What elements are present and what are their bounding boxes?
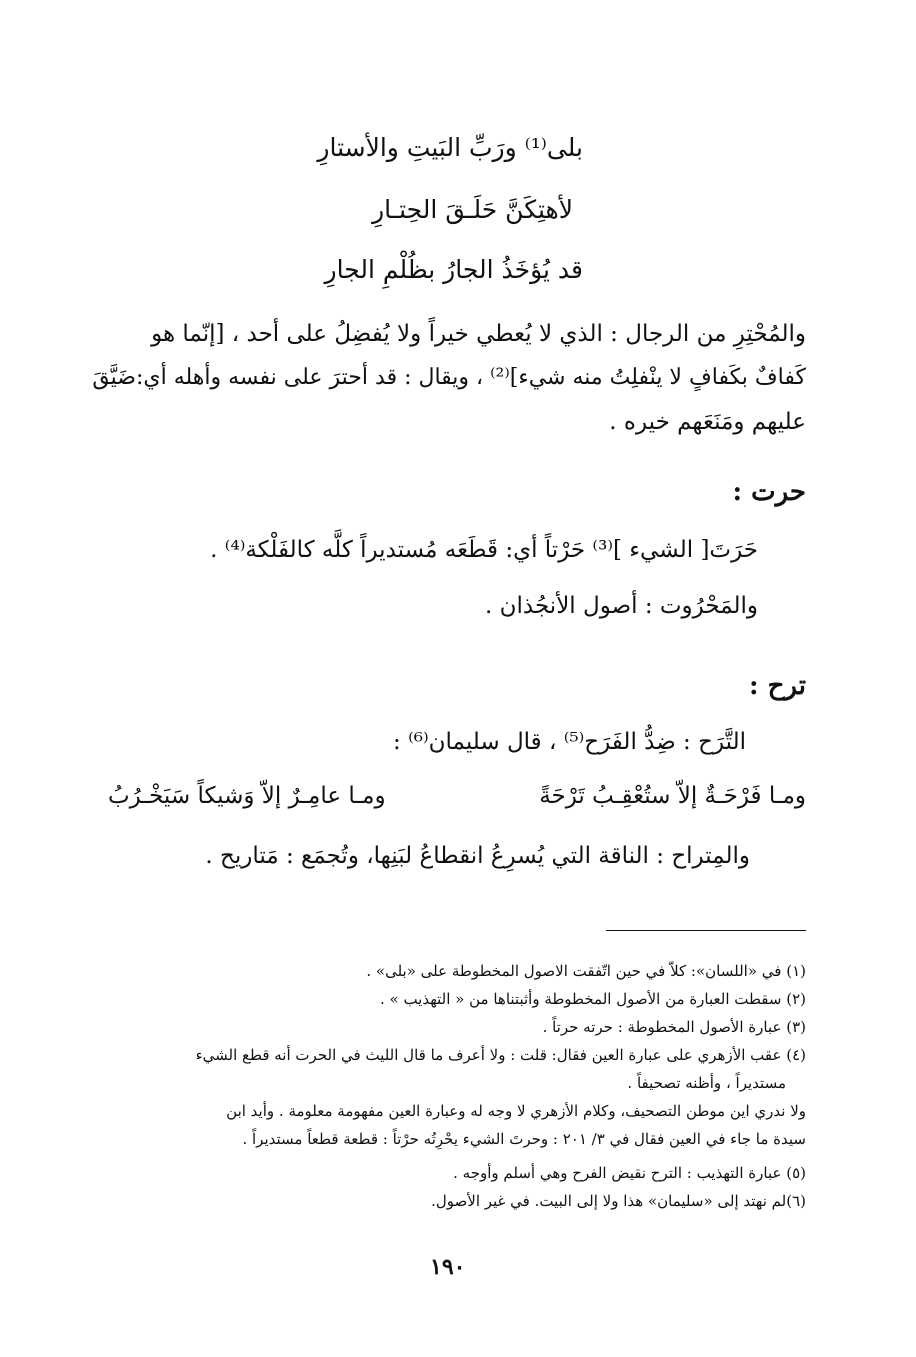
entry-heading-trh: ترح : xyxy=(748,671,806,701)
paragraph-line: والمُحْتِرِ من الرجال : الذي لا يُعطي خيراً ولا يُفضِلُ على أحد ، [إنّما هو xyxy=(151,321,806,347)
footnote: (٤) عقب الأزهري على عبارة العين فقال: قلت : ولا أعرف ما قال الليث في الحرت أنه قطع الشيء xyxy=(195,1046,806,1064)
paragraph-line: كَفافٌ بكَفافٍ لا ينْفلِتُ منه شيء]⁽²⁾ ، ويقال : قد أحترَ على نفسه وأهله أي:ضَيَّقَ xyxy=(92,365,806,390)
entry-line: التَّرَح : ضِدُّ الفَرَح⁽⁵⁾ ، قال سليمان⁽⁶⁾ : xyxy=(393,729,746,755)
entry-line: حَرَتَ[ الشيء ]⁽³⁾ حَرْتاً أي: قَطَعَه مُستديراً كلَّه كالفَلْكة⁽⁴⁾ . xyxy=(210,537,758,563)
verse-hemistich-right: ومـا فَرْحَـةٌ إلاّ ستُعْقِـبُ تَرْحَةً xyxy=(539,783,806,809)
paragraph-line: عليهم ومَنَعَهم خيره . xyxy=(609,409,806,435)
entry-heading-hrt: حرت : xyxy=(732,477,806,507)
footnote: (٦)لم نهتد إلى «سليمان» هذا ولا إلى البيت. في غير الأصول. xyxy=(431,1192,806,1210)
footnote-separator xyxy=(606,930,806,931)
page-number: ١٩٠ xyxy=(430,1254,466,1280)
footnote: (٣) عبارة الأصول المخطوطة : حرته حرتاً . xyxy=(542,1018,806,1036)
footnote-continuation: ولا ندري اين موطن التصحيف، وكلام الأزهري لا وجه له وعبارة العين مفهومة معلومة . وأيد ابن xyxy=(226,1102,806,1120)
entry-line: والمَحْرُوت : أصول الأنجُذان . xyxy=(484,593,758,619)
footnote-continuation: سيدة ما جاء في العين فقال في ٣/ ٢٠١ : وحرتَ الشيء يحْرِتُه حرْتاً : قطعة قطعاً مستديراً . xyxy=(242,1130,806,1148)
verse-line: قد يُؤخَذُ الجارُ بظُلْمِ الجارِ xyxy=(324,255,583,284)
verse-hemistich-left: ومـا عامِـرٌ إلاّ وَشيكاً سَيَخْـرُبُ xyxy=(108,783,386,809)
entry-line: والمِتراح : الناقة التي يُسرِعُ انقطاعُ لبَنِها، وتُجمَع : مَتاريح . xyxy=(205,843,750,869)
footnote: (١) في «اللسان»: كلاّ في حين اتّفقت الاصول المخطوطة على «بلى» . xyxy=(366,962,806,980)
verse-line: لأهتِكَنَّ حَلَـقَ الحِتـارِ xyxy=(372,195,573,224)
footnote: (٢) سقطت العبارة من الأصول المخطوطة وأثبتناها من « التهذيب » . xyxy=(379,990,806,1008)
footnote: (٥) عبارة التهذيب : الترح نقيض الفرح وهي أسلم وأوجه . xyxy=(453,1164,806,1182)
verse-line: بلى⁽¹⁾ ورَبِّ البَيتِ والأستارِ xyxy=(317,133,583,162)
footnote-continuation: مستديراً ، وأظنه تصحيفاً . xyxy=(627,1074,786,1092)
